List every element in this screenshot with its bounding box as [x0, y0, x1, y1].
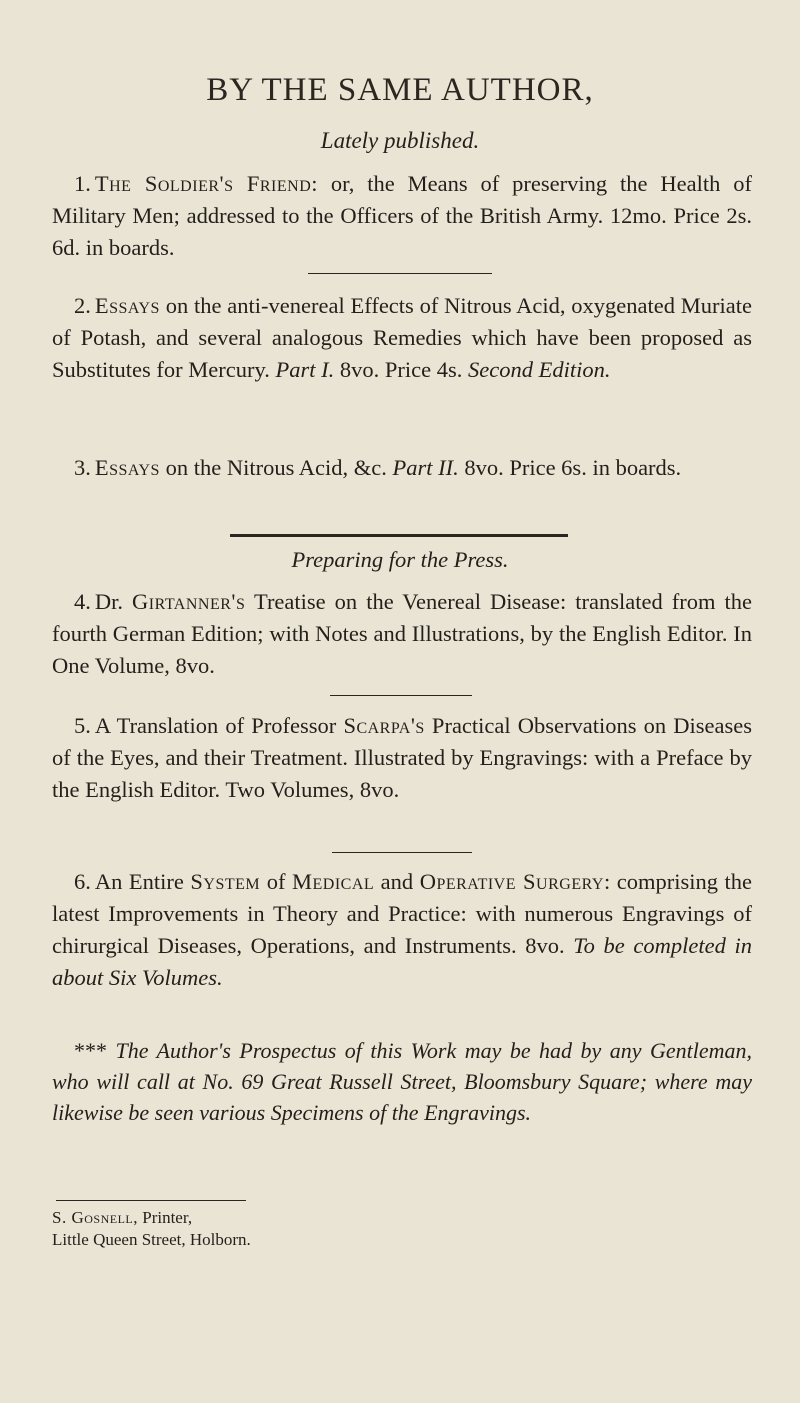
entry-6 [52, 866, 752, 994]
entry-body-2: 8vo. Price 4s. [334, 357, 469, 382]
entry-lead: An Entire [94, 869, 191, 894]
entry-title: Essays [94, 455, 160, 480]
printer-imprint [52, 1207, 251, 1251]
page-heading: BY THE SAME AUTHOR, [206, 72, 594, 108]
entry-number: 3. [74, 455, 91, 480]
entry-part: Part I. [275, 357, 335, 382]
entry-note: To be completed in about Six Volumes. [52, 933, 752, 990]
entry-lead: Dr. [94, 589, 133, 614]
entry-number: 5. [74, 713, 91, 738]
subheading-lately-published: Lately published. [320, 128, 480, 153]
printer-name: S. Gosnell, [52, 1208, 138, 1227]
entry-title: Essays [94, 293, 160, 318]
prospectus-notice [52, 1035, 752, 1128]
divider-rule-heavy [230, 534, 568, 537]
imprint-printer-line [52, 1207, 251, 1229]
entry-number: 4. [74, 589, 91, 614]
asterism-mark: *** [74, 1038, 116, 1063]
entry-body: Treatise on the Venereal Disease: translated from the fourth German Edition; with Notes and Illustrations, by the English Editor. In One Volume, 8vo. [52, 589, 752, 678]
entry-title: System [190, 869, 261, 894]
entry-title: The Soldier's Friend: [94, 171, 319, 196]
divider-rule [330, 695, 472, 696]
entry-edition: Second Edition. [468, 357, 611, 382]
entry-number: 1. [74, 171, 91, 196]
entry-3 [52, 452, 752, 484]
entry-1 [52, 168, 752, 264]
entry-title-2: Medical [291, 869, 375, 894]
entry-mid: of [260, 869, 292, 894]
entry-body: or, the Means of preserving the Health of Military Men; addressed to the Officers of the British Army. 12mo. Price 2s. 6d. in boards. [52, 171, 753, 260]
entry-part: Part II. [392, 455, 459, 480]
entry-body: on the Nitrous Acid, &c. [159, 455, 393, 480]
entry-2 [52, 290, 752, 386]
entry-body: : comprising the latest Improvements in Theory and Practice: with numerous Engravings of chirurgical Diseases, Operations, and Instruments. 8vo. [52, 869, 752, 958]
entry-title-3: Operative Surgery [419, 869, 604, 894]
divider-rule [308, 273, 492, 274]
entry-title: Scarpa's [343, 713, 425, 738]
entry-lead: A Translation of Professor [94, 713, 344, 738]
entry-body: on the anti-venereal Effects of Nitrous Acid, oxygenated Muriate of Potash, and several analogous Remedies which have been proposed as Substitutes for Mercury. [52, 293, 752, 382]
entry-body: Practical Observations on Diseases of the Eyes, and their Treatment. Illustrated by Engravings: with a Preface by the English Editor. Two Volumes, 8vo. [52, 713, 752, 802]
section-title-preparing: Preparing for the Press. [291, 547, 509, 572]
entry-4 [52, 586, 752, 682]
notice-text: The Author's Prospectus of this Work may be had by any Gentleman, who will call at No. 69 Great Russell Street, Bloomsbury Square; where may likewise be seen various Specimens of the Engravings. [52, 1038, 753, 1125]
imprint-rule [56, 1200, 246, 1201]
entry-5 [52, 710, 752, 806]
divider-rule [332, 852, 472, 853]
entry-body-2: 8vo. Price 6s. in boards. [458, 455, 682, 480]
entry-number: 6. [74, 869, 91, 894]
entry-mid-2: and [374, 869, 420, 894]
entry-title: Girtanner's [132, 589, 246, 614]
entry-number: 2. [74, 293, 91, 318]
imprint-address: Little Queen Street, Holborn. [52, 1230, 251, 1249]
printer-role: Printer, [137, 1208, 193, 1227]
